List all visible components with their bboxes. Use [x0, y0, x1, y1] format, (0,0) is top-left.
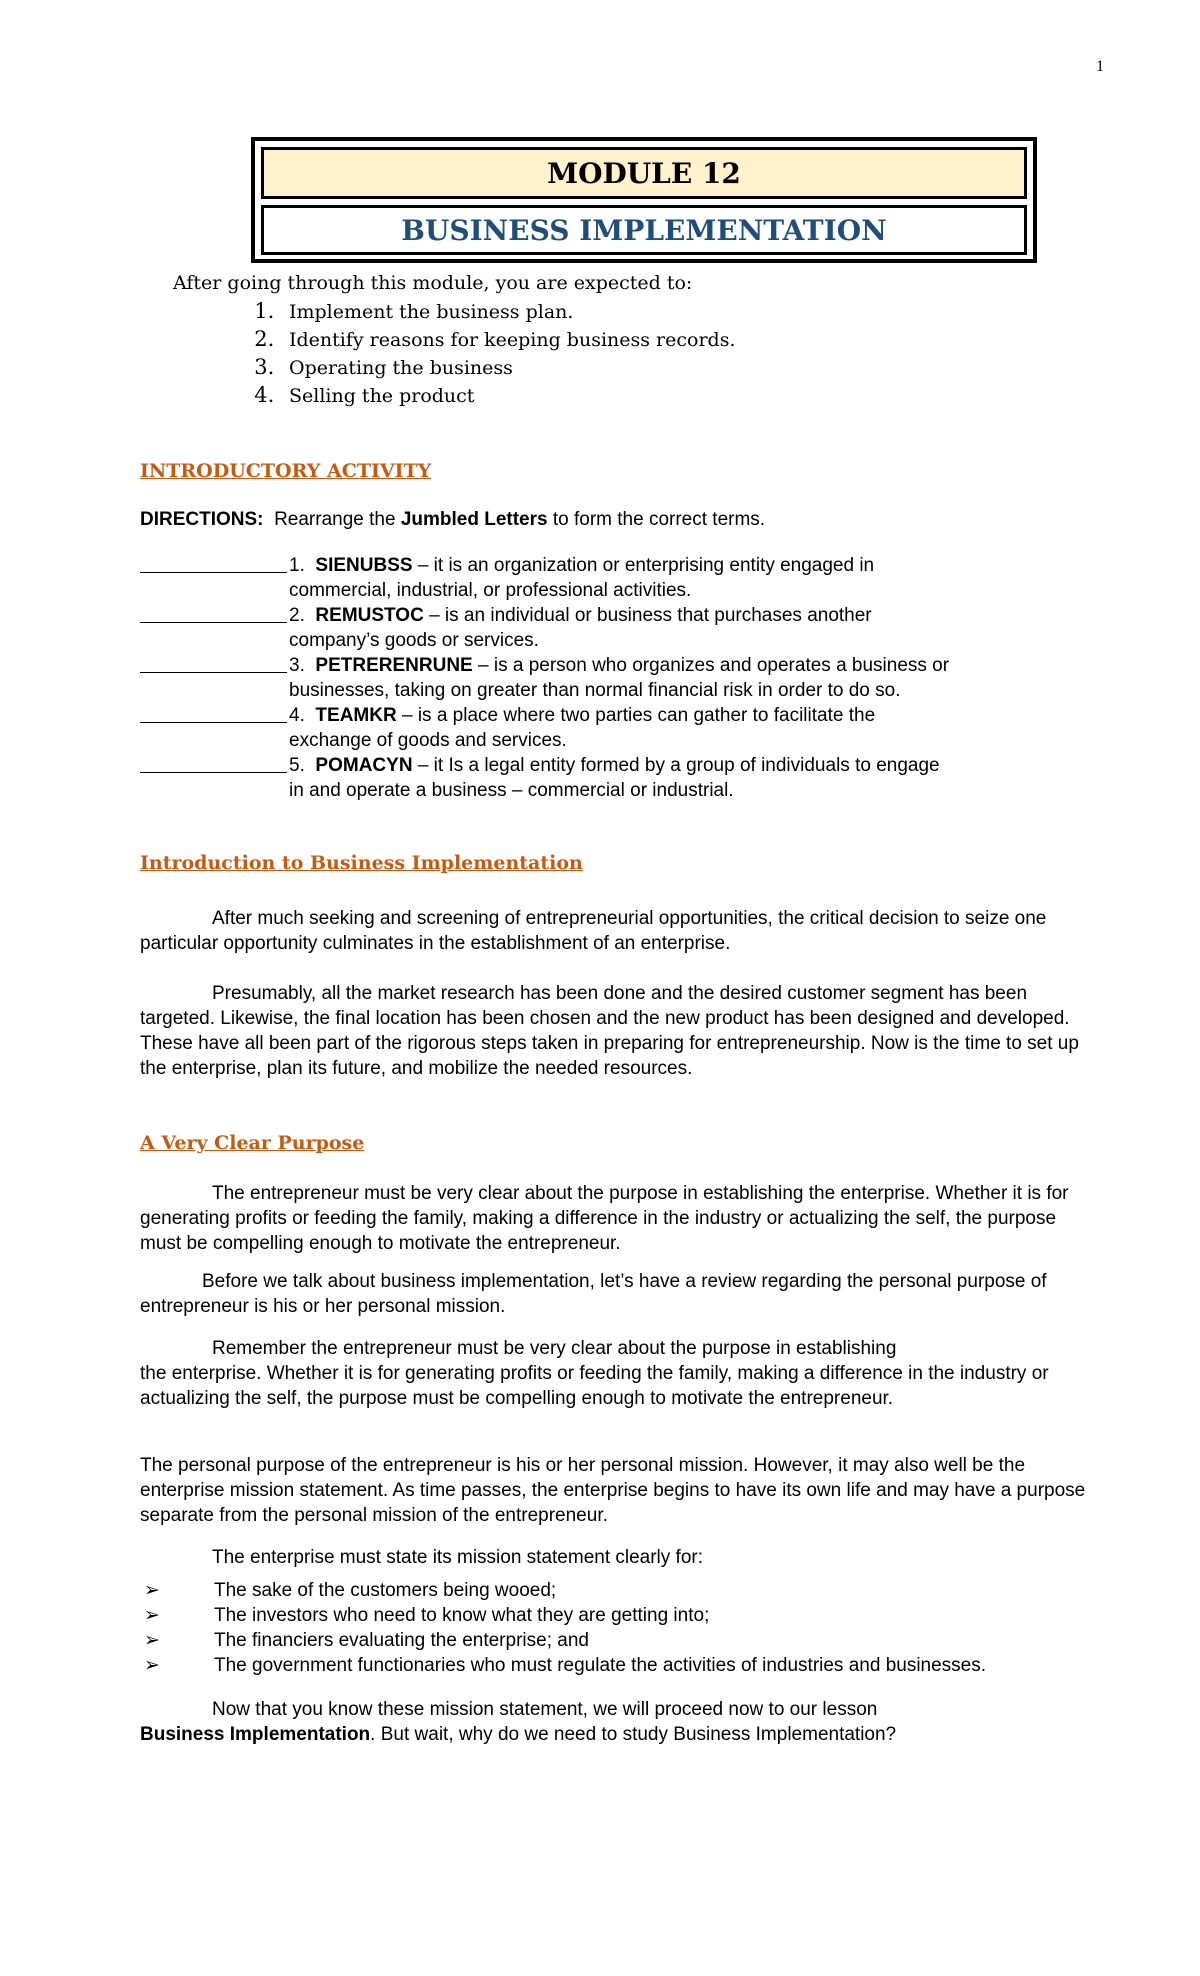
- objectives-intro: After going through this module, you are expected to:: [173, 272, 693, 294]
- arrow-bullet-icon: ➢: [144, 1655, 160, 1676]
- arrow-bullet-icon: ➢: [144, 1580, 160, 1601]
- answer-blank[interactable]: [140, 653, 287, 673]
- list-item-text: The sake of the customers being wooed;: [214, 1580, 557, 1601]
- list-item: [140, 1578, 986, 1603]
- answer-blank[interactable]: [140, 603, 287, 623]
- closing-paragraph-first: Now that you know these mission statement, we will proceed now to our lesson: [212, 1699, 878, 1720]
- closing-bold-term: Business Implementation: [140, 1724, 371, 1745]
- answer-blank[interactable]: [140, 753, 287, 773]
- objective-item: 3. Operating the business: [281, 354, 736, 382]
- item-number: 1.: [289, 555, 305, 576]
- jumbled-item: [140, 703, 1020, 753]
- directions-post: to form the correct terms.: [552, 509, 766, 530]
- purpose-paragraph-3: [140, 1336, 1100, 1411]
- objective-item: 2. Identify reasons for keeping business records.: [281, 326, 736, 354]
- list-item: [140, 1603, 986, 1628]
- jumbled-item: [140, 753, 1020, 803]
- arrow-bullet-icon: ➢: [144, 1630, 160, 1651]
- directions-pre: Rearrange the: [274, 509, 396, 530]
- mission-reasons-list: [140, 1578, 986, 1678]
- jumbled-word: POMACYN: [315, 755, 413, 776]
- jumbled-word: PETRERENRUNE: [315, 655, 473, 676]
- item-definition: – is a person who organizes and operates a business or: [472, 655, 950, 676]
- item-number: 5.: [289, 755, 305, 776]
- purpose-paragraph-4: The personal purpose of the entrepreneur is his or her personal mission. However, it may also well be the enterprise mission statement. As time passes, the enterprise begins to have its own life and may have a purpose separate from the personal mission of the entrepreneur.: [140, 1455, 1086, 1526]
- closing-paragraph-rest: . But wait, why do we need to study Business Implementation?: [370, 1724, 897, 1745]
- item-definition: – it Is a legal entity formed by a group of individuals to engage: [412, 755, 940, 776]
- objectives-list: [173, 298, 736, 410]
- list-item: [140, 1628, 986, 1653]
- list-item-text: The financiers evaluating the enterprise; and: [214, 1630, 589, 1651]
- jumbled-word: REMUSTOC: [315, 605, 424, 626]
- item-number: 4.: [289, 705, 305, 726]
- purpose-paragraph-3-rest: the enterprise. Whether it is for generating profits or feeding the family, making a difference in the industry or actualizing the self, the purpose must be compelling enough to motivate the entrepreneur.: [140, 1363, 1049, 1409]
- purpose-paragraph-1: The entrepreneur must be very clear about the purpose in establishing the enterprise. Whether it is for generating profits or feeding the family, making a difference in the industry or actualizing the self, the purpose must be compelling enough to motivate the entrepreneur.: [140, 1183, 1069, 1254]
- purpose-paragraph-2: Before we talk about business implementation, let’s have a review regarding the personal purpose of entrepreneur is his or her personal mission.: [140, 1271, 1047, 1317]
- jumbled-word: TEAMKR: [315, 705, 397, 726]
- directions-bold: Jumbled Letters: [400, 509, 548, 530]
- introductory-activity-heading: INTRODUCTORY ACTIVITY: [140, 460, 432, 482]
- module-title-box: [251, 137, 1037, 263]
- jumbled-item: [140, 653, 1020, 703]
- objective-item: 1. Implement the business plan.: [281, 298, 736, 326]
- closing-paragraph: [140, 1697, 1100, 1747]
- item-number: 2.: [289, 605, 305, 626]
- list-item-text: The government functionaries who must regulate the activities of industries and businesses.: [214, 1655, 987, 1676]
- answer-blank[interactable]: [140, 553, 287, 573]
- answer-blank[interactable]: [140, 703, 287, 723]
- item-definition-cont: company’s goods or services.: [289, 630, 539, 651]
- learning-objectives: [173, 272, 736, 410]
- list-item-text: The investors who need to know what they are getting into;: [214, 1605, 710, 1626]
- clear-purpose-heading: A Very Clear Purpose: [140, 1132, 365, 1154]
- list-item: [140, 1653, 986, 1678]
- page-number: 1: [1096, 58, 1104, 75]
- item-definition: – is an individual or business that purchases another: [423, 605, 872, 626]
- purpose-paragraph-5: The enterprise must state its mission statement clearly for:: [212, 1547, 704, 1568]
- item-definition: – is a place where two parties can gather to facilitate the: [396, 705, 876, 726]
- intro-paragraph-2: Presumably, all the market research has been done and the desired customer segment has been targeted. Likewise, the final location has been chosen and the new product has been designed and developed. These have all been part of the rigorous steps taken in preparing for entrepreneurship. Now is the time to set up the enterprise, plan its future, and mobilize the needed resources.: [140, 983, 1079, 1079]
- module-subject-title: BUSINESS IMPLEMENTATION: [261, 205, 1027, 255]
- item-definition: – it is an organization or enterprising entity engaged in: [412, 555, 875, 576]
- purpose-paragraph-3-first: Remember the entrepreneur must be very clear about the purpose in establishing: [212, 1338, 897, 1359]
- jumbled-word: SIENUBSS: [315, 555, 413, 576]
- directions: [140, 509, 765, 531]
- item-definition-cont: commercial, industrial, or professional activities.: [289, 580, 692, 601]
- objective-item: 4. Selling the product: [281, 382, 736, 410]
- intro-paragraph-1: After much seeking and screening of entrepreneurial opportunities, the critical decision to seize one particular opportunity culminates in the establishment of an enterprise.: [140, 908, 1047, 954]
- jumbled-item: [140, 603, 1020, 653]
- item-number: 3.: [289, 655, 305, 676]
- jumbled-letters-list: [140, 553, 1020, 803]
- directions-label: DIRECTIONS:: [140, 509, 264, 530]
- item-definition-cont: exchange of goods and services.: [289, 730, 567, 751]
- jumbled-item: [140, 553, 1020, 603]
- module-number-title: MODULE 12: [261, 147, 1027, 199]
- item-definition-cont: businesses, taking on greater than normal financial risk in order to do so.: [289, 680, 901, 701]
- item-definition-cont: in and operate a business – commercial or industrial.: [289, 780, 734, 801]
- arrow-bullet-icon: ➢: [144, 1605, 160, 1626]
- introduction-heading: Introduction to Business Implementation: [140, 852, 583, 874]
